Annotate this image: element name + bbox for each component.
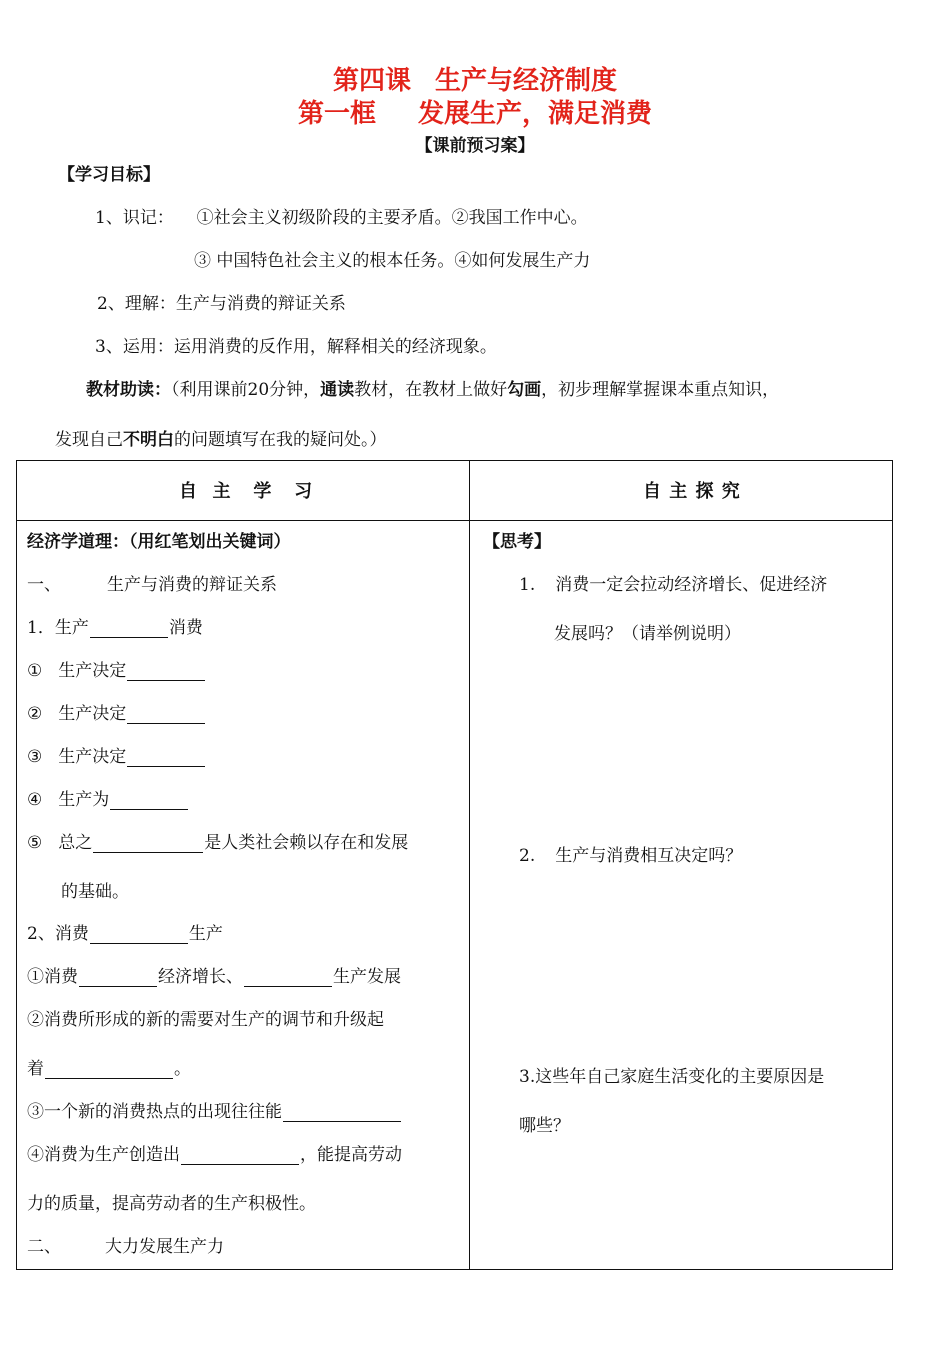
- lesson-title: [0, 60, 950, 97]
- point-2-item-2: ②消费所形成的新的需要对生产的调节和升级起: [27, 1010, 384, 1030]
- guide-line-1: [86, 375, 779, 400]
- goal-1-label: 1、识记：: [95, 208, 174, 228]
- section-two-number: 二、: [27, 1237, 61, 1257]
- fill-blank[interactable]: [127, 663, 205, 681]
- table-divider-vertical: [469, 461, 470, 1269]
- point-2-item-1: [27, 962, 401, 987]
- fill-blank[interactable]: [79, 969, 157, 987]
- item-text: 生产为: [58, 790, 110, 810]
- point-1-item-2: [27, 699, 206, 724]
- section-name: 发展生产，满足消费: [418, 99, 653, 129]
- point-2-end: 生产: [188, 924, 223, 944]
- point-1-start: 1．生产: [27, 618, 89, 638]
- item-text: 生产决定: [58, 661, 127, 681]
- column-header-self-explore: 自 主 探 究: [643, 481, 741, 502]
- fill-blank[interactable]: [127, 706, 205, 724]
- goal-item-1: [95, 203, 588, 228]
- item-text: 。: [174, 1059, 191, 1079]
- question-2: [519, 841, 742, 866]
- circled-number: ⑤: [27, 833, 43, 853]
- question-number: 1.: [519, 575, 536, 595]
- question-1-cont: 发展吗？（请举例说明）: [554, 624, 741, 644]
- fill-blank[interactable]: [45, 1061, 173, 1079]
- guide-label: 教材助读：: [86, 380, 171, 400]
- goals-heading: 【学习目标】: [58, 165, 160, 185]
- item-text: 总之: [58, 833, 93, 853]
- study-table: [16, 460, 893, 1270]
- circled-number: ①: [27, 661, 43, 681]
- point-2-item-4: [27, 1140, 402, 1165]
- lesson-name: 生产与经济制度: [435, 66, 618, 96]
- section-two-title: 大力发展生产力: [105, 1237, 224, 1257]
- fill-blank[interactable]: [93, 835, 203, 853]
- guide-text-2: 教材，在教材上做好: [354, 380, 508, 400]
- section-one-title: 生产与消费的辩证关系: [107, 575, 277, 595]
- fill-blank[interactable]: [127, 749, 205, 767]
- lesson-number: 第四课: [332, 66, 411, 96]
- point-1-item-5-cont: 的基础。: [61, 882, 129, 902]
- point-1-item-5: [27, 828, 408, 853]
- guide-bold-2: 勾画: [507, 380, 542, 400]
- point-2-item-3: [27, 1097, 402, 1122]
- item-text: 经济增长、: [158, 967, 243, 987]
- question-text: 生产与消费相互决定吗？: [555, 846, 743, 866]
- point-1-item-1: [27, 656, 206, 681]
- question-text: 消费一定会拉动经济增长、促进经济: [555, 575, 828, 595]
- question-1: [519, 570, 827, 595]
- item-text: ，能提高劳动: [300, 1145, 402, 1165]
- section-two-heading: [27, 1232, 224, 1257]
- item-text-end: 是人类社会赖以存在和发展: [204, 833, 409, 853]
- fill-blank[interactable]: [244, 969, 332, 987]
- section-one-number: 一、: [27, 575, 61, 595]
- guide-line-2: [55, 425, 387, 450]
- circled-number: ④: [27, 790, 43, 810]
- fill-blank[interactable]: [110, 792, 188, 810]
- guide-text-1: （利用课前20分钟，: [171, 380, 321, 400]
- question-3: 3.这些年自己家庭生活变化的主要原因是: [519, 1067, 825, 1087]
- guide-bold-1: 通读: [320, 380, 355, 400]
- column-header-self-study: 自 主 学 习: [179, 481, 314, 502]
- goal-item-1b: ③ 中国特色社会主义的根本任务。④如何发展生产力: [194, 251, 591, 271]
- goal-item-2: 2、理解：生产与消费的辩证关系: [97, 294, 346, 314]
- fill-blank[interactable]: [90, 620, 168, 638]
- point-1-item-3: [27, 742, 206, 767]
- guide-text-4: 发现自己: [55, 430, 123, 450]
- item-text: 生产决定: [58, 747, 127, 767]
- point-2-item-2-cont: [27, 1054, 191, 1079]
- item-text: ④消费为生产创造出: [27, 1145, 180, 1165]
- point-2-line: [27, 919, 223, 944]
- item-text: 着: [27, 1059, 44, 1079]
- fill-blank[interactable]: [283, 1104, 401, 1122]
- goal-item-3: 3、运用：运用消费的反作用，解释相关的经济现象。: [95, 337, 497, 357]
- question-3-cont: 哪些？: [519, 1116, 570, 1136]
- point-2-item-4-cont: 力的质量，提高劳动者的生产积极性。: [27, 1194, 316, 1214]
- point-1-line: [27, 613, 203, 638]
- item-text: 生产发展: [333, 967, 401, 987]
- subtitle: 【课前预习案】: [415, 136, 535, 156]
- think-heading: 【思考】: [483, 532, 551, 552]
- point-1-end: 消费: [168, 618, 203, 638]
- goal-1-text-a: ①社会主义初级阶段的主要矛盾。②我国工作中心。: [196, 208, 588, 228]
- point-1-item-4: [27, 785, 189, 810]
- section-title: [0, 93, 950, 130]
- guide-text-3: ，初步理解掌握课本重点知识，: [541, 380, 780, 400]
- section-one-heading: [27, 570, 277, 595]
- circled-number: ③: [27, 747, 43, 767]
- section-number: 第一框: [297, 99, 376, 129]
- guide-text-5: 的问题填写在我的疑问处。）: [174, 430, 387, 450]
- fill-blank[interactable]: [90, 926, 188, 944]
- point-2-start: 2、消费: [27, 924, 89, 944]
- question-number: 2.: [519, 846, 536, 866]
- economics-principle-intro: 经济学道理：（用红笔划出关键词）: [27, 532, 291, 552]
- circled-number: ②: [27, 704, 43, 724]
- table-divider-horizontal: [17, 520, 892, 521]
- fill-blank[interactable]: [181, 1147, 299, 1165]
- item-text: ③一个新的消费热点的出现往往能: [27, 1102, 282, 1122]
- item-text: ①消费: [27, 967, 78, 987]
- guide-bold-3: 不明白: [123, 430, 174, 450]
- item-text: 生产决定: [58, 704, 127, 724]
